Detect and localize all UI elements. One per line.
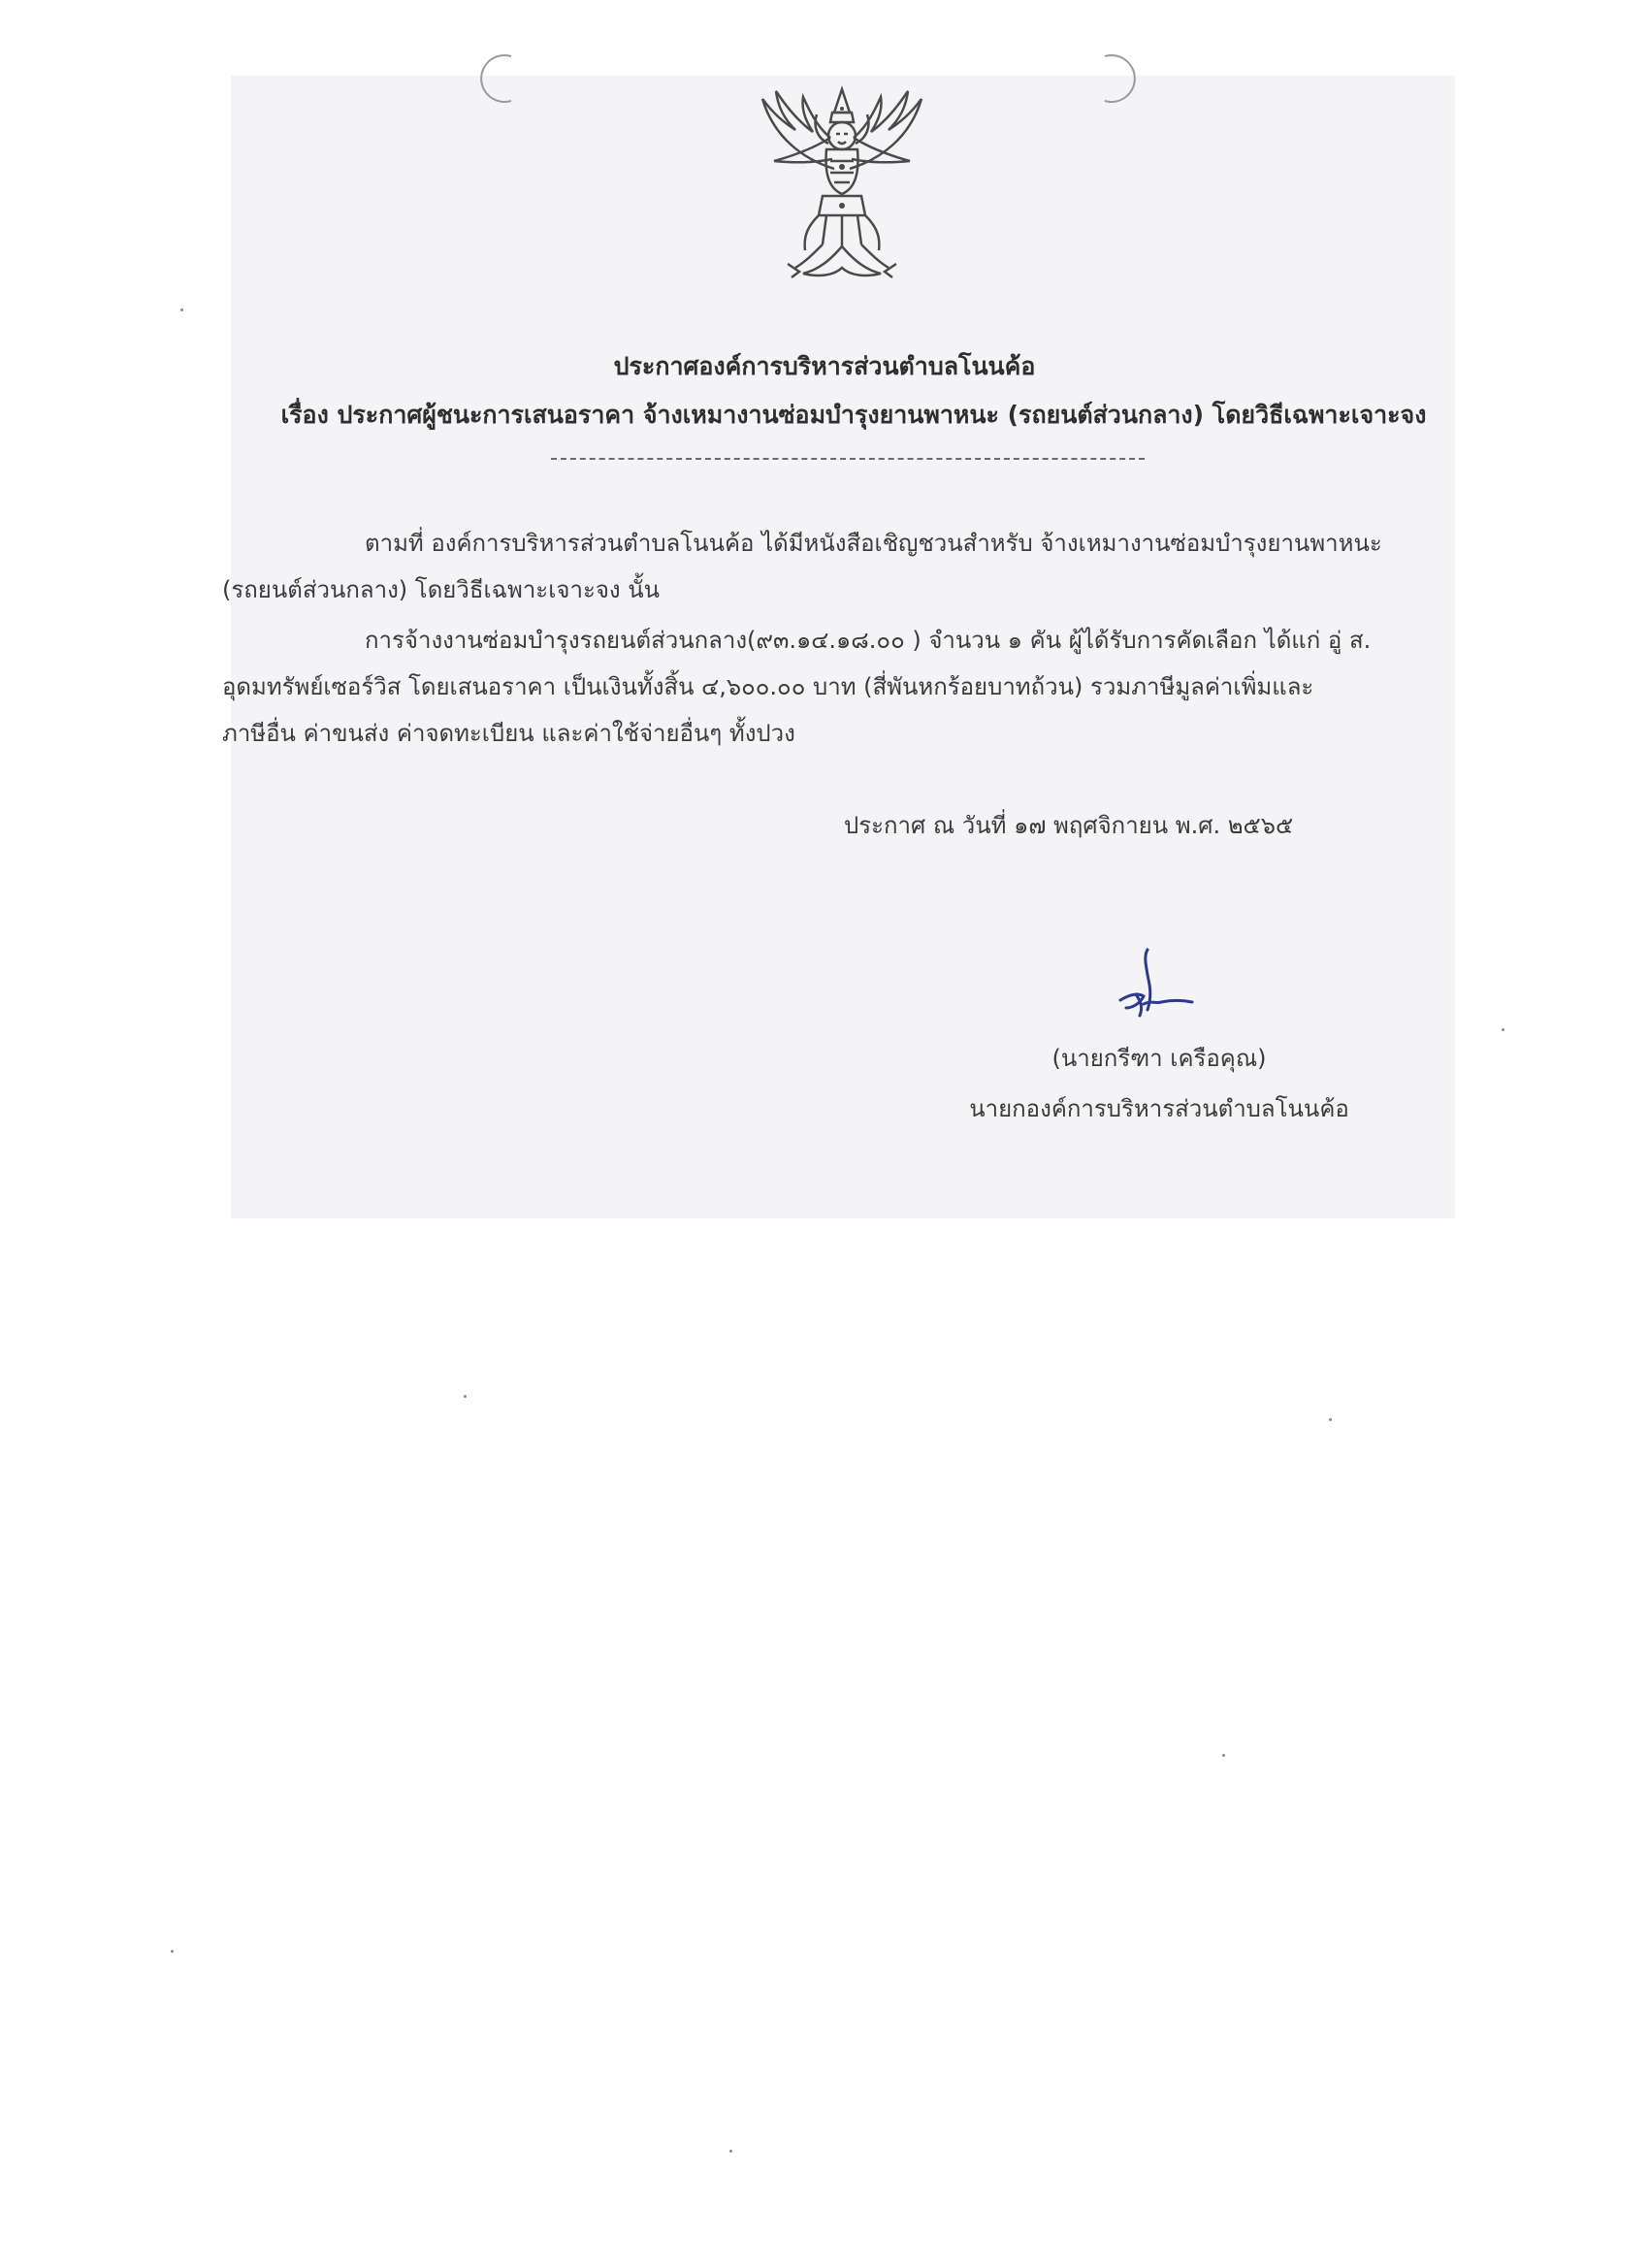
announcement-title: ประกาศองค์การบริหารส่วนตำบลโนนค้อ xyxy=(613,352,1036,380)
body-paragraph-2 xyxy=(222,617,1426,757)
signature xyxy=(1101,946,1198,1023)
scan-speck xyxy=(180,308,183,311)
body-paragraph-1 xyxy=(222,520,1426,613)
punch-hole-right xyxy=(1091,50,1144,107)
scan-speck xyxy=(1329,1418,1332,1421)
body-p2-line-2: อุดมทรัพย์เซอร์วิส โดยเสนอราคา เป็นเงินทั้งสิ้น ๔,๖๐๐.๐๐ บาท (สี่พันหกร้อยบาทถ้วน) รวมภาษีมูลค่าเพิ่มและ xyxy=(222,673,1314,700)
announcement-subject: เรื่อง ประกาศผู้ชนะการเสนอราคา จ้างเหมางานซ่อมบำรุงยานพาหนะ (รถยนต์ส่วนกลาง) โดยวิธีเฉพาะเจาะจง xyxy=(280,401,1427,429)
scan-speck xyxy=(171,1950,174,1953)
scan-speck xyxy=(729,2150,732,2153)
scan-speck xyxy=(464,1395,467,1398)
title-divider xyxy=(551,458,1145,460)
body-p2-line-3: ภาษีอื่น ค่าขนส่ง ค่าจดทะเบียน และค่าใช้จ่ายอื่นๆ ทั้งปวง xyxy=(222,720,795,747)
announcement-date: ประกาศ ณ วันที่ ๑๗ พฤศจิกายน พ.ศ. ๒๕๖๕ xyxy=(844,812,1294,839)
body-p2-line-1: การจ้างงานซ่อมบำรุงรถยนต์ส่วนกลาง(๙๓.๑๔.๑๘.๐๐ ) จำนวน ๑ คัน ผู้ได้รับการคัดเลือก ได้แก่ อู่ ส. xyxy=(365,627,1372,654)
signer-title: นายกองค์การบริหารส่วนตำบลโนนค้อ xyxy=(969,1095,1349,1122)
garuda-emblem xyxy=(745,80,939,291)
scan-speck xyxy=(1502,1028,1504,1031)
body-p1-line-1: ตามที่ องค์การบริหารส่วนตำบลโนนค้อ ได้มีหนังสือเชิญชวนสำหรับ จ้างเหมางานซ่อมบำรุงยานพาหนะ xyxy=(365,530,1382,557)
punch-hole-left xyxy=(472,50,525,107)
scan-speck xyxy=(1222,1754,1225,1757)
signer-name: (นายกรีฑา เครือคุณ) xyxy=(1051,1045,1267,1072)
body-p1-line-2: (รถยนต์ส่วนกลาง) โดยวิธีเฉพาะเจาะจง นั้น xyxy=(222,576,661,603)
